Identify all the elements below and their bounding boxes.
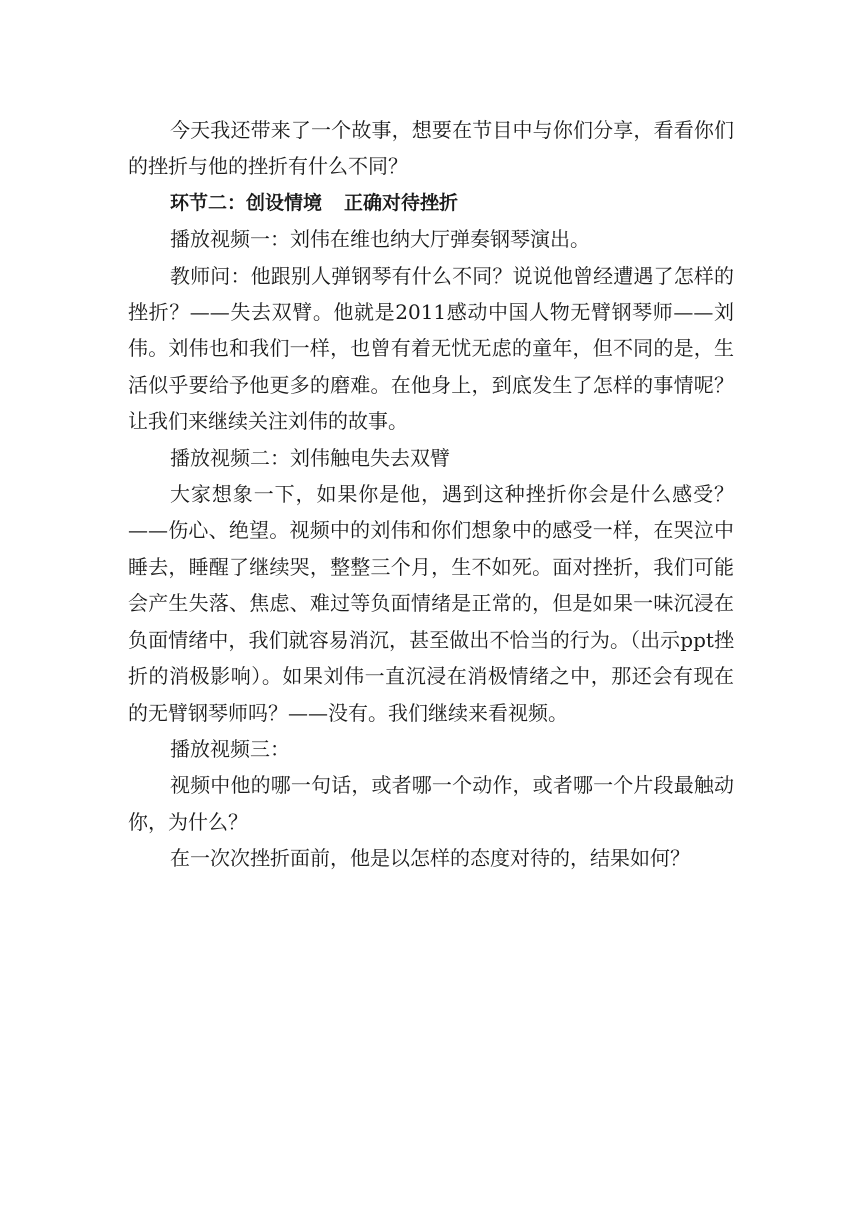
- paragraph-story-intro: 今天我还带来了一个故事，想要在节目中与你们分享，看看你们的挫折与他的挫折有什么不同？: [128, 118, 734, 179]
- section-heading: [128, 185, 734, 221]
- paragraph-video-three: 播放视频三：: [170, 736, 290, 761]
- document-page: [128, 112, 734, 877]
- paragraph-attitude-question: 在一次次挫折面前，他是以怎样的态度对待的，结果如何？: [170, 846, 690, 871]
- paragraph-teacher-question: 教师问：他跟别人弹钢琴有什么不同？说说他曾经遭遇了怎样的挫折？——失去双臂。他就是2011感动中国人物无臂钢琴师——刘伟。刘伟也和我们一样，也曾有着无忧无虑的童年，但不同的是，生活似乎要给予他更多的磨难。在他身上，到底发生了怎样的事情呢？让我们来继续关注刘伟的故事。: [128, 263, 734, 434]
- section-heading-title: 正确对待挫折: [344, 191, 459, 214]
- paragraph-imagine: 大家想象一下，如果你是他，遇到这种挫折你会是什么感受？——伤心、绝望。视频中的刘伟和你们想象中的感受一样，在哭泣中睡去，睡醒了继续哭，整整三个月，生不如死。面对挫折，我们可能会产生失落、焦虑、难过等负面情绪是正常的，但是如果一味沉浸在负面情绪中，我们就容易消沉，甚至做出不恰当的行为。（出示ppt挫折的消极影响）。如果刘伟一直沉浸在消极情绪之中，那还会有现在的无臂钢琴师吗？——没有。我们继续来看视频。: [128, 482, 734, 725]
- paragraph-video-one: 播放视频一：刘伟在维也纳大厅弹奏钢琴演出。: [170, 227, 590, 252]
- paragraph-video-two: 播放视频二：刘伟触电失去双臂: [170, 445, 450, 470]
- paragraph-touching-moment: 视频中他的哪一句话，或者哪一个动作，或者哪一个片段最触动你，为什么？: [128, 773, 734, 834]
- section-heading-label: 环节二：创设情境: [170, 191, 323, 214]
